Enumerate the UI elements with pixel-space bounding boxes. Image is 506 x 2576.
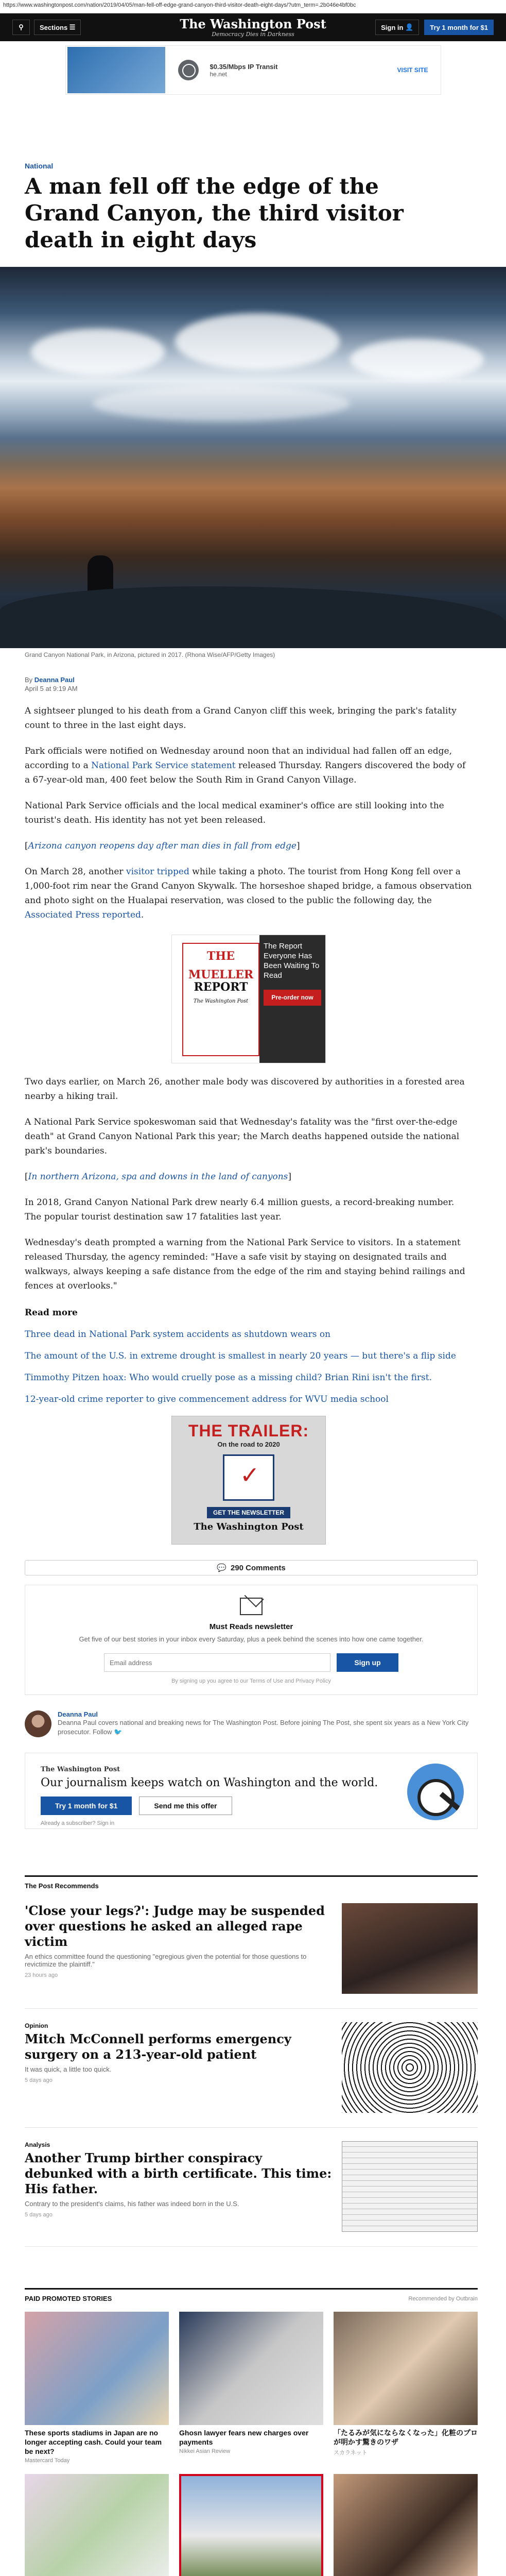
promoted-title: Ghosn lawyer fears new charges over payments	[179, 2429, 309, 2446]
author-link[interactable]: Deanna Paul	[34, 676, 75, 684]
recommend-item[interactable]	[25, 2022, 478, 2128]
promoted-card[interactable]	[334, 2474, 478, 2576]
promoted-title: 「たるみが気にならなくなった」化粧のプロが明かす驚きのワザ	[334, 2429, 478, 2446]
trailer-publisher: The Washington Post	[194, 1521, 304, 1532]
recommend-title[interactable]: Another Trump birther conspiracy debunked with a birth certificate. This time: His father.	[25, 2150, 332, 2196]
recommend-label: Analysis	[25, 2141, 50, 2148]
byline-prefix: By	[25, 676, 33, 684]
trailer-newsletter-ad[interactable]	[171, 1416, 326, 1545]
trailer-subtitle: On the road to 2020	[217, 1440, 280, 1448]
publish-date: April 5 at 9:19 AM	[25, 685, 78, 692]
site-logo[interactable]	[180, 18, 326, 38]
promoted-grid	[25, 2312, 478, 2576]
sign-up-button[interactable]: Sign up	[337, 1653, 398, 1672]
preorder-button[interactable]: Pre-order now	[264, 990, 321, 1006]
list-item	[25, 1394, 473, 1404]
promoted-card[interactable]	[25, 2474, 169, 2576]
subscribe-button[interactable]: Try 1 month for $1	[424, 20, 494, 35]
promoted-title: These sports stadiums in Japan are no longer accepting cash. Could your team be next?	[25, 2429, 162, 2455]
newsletter-description: Get five of our best stories in your inbox every Saturday, plus a peek behind the scenes into how one came together.	[79, 1635, 424, 1643]
globe-icon	[178, 60, 199, 80]
envelope-icon	[240, 1598, 263, 1615]
ballot-box-icon	[223, 1454, 274, 1501]
article-headline: A man fell off the edge of the Grand Canyon, the third visitor death in eight days	[25, 174, 404, 252]
article-body	[25, 676, 473, 1545]
foreground-rock	[0, 586, 506, 648]
recommend-title[interactable]: 'Close your legs?': Judge may be suspended over questions he asked an alleged rape victim	[25, 1903, 325, 1949]
promoted-source: Mastercard Today	[25, 2458, 70, 2464]
recommend-time: 5 days ago	[25, 2212, 53, 2218]
recommend-thumbnail[interactable]	[342, 1903, 478, 1994]
nav-actions	[375, 20, 494, 35]
ad-line-1: $0.35/Mbps IP Transit	[210, 62, 278, 71]
subscribe-message: Our journalism keeps watch on Washington and the world.	[41, 1776, 378, 1789]
text: On March 28, another	[25, 867, 126, 877]
author-name-link[interactable]: Deanna Paul	[58, 1710, 98, 1718]
promoted-source: スカラネット	[334, 2450, 368, 2456]
ad-promo-copy: The Report Everyone Has Been Waiting To Read	[264, 942, 320, 980]
paragraph	[25, 865, 473, 922]
already-subscriber-link[interactable]: Already a subscriber? Sign in	[41, 1820, 115, 1826]
book-title-2: MUELLER	[188, 968, 254, 981]
ad-copy	[210, 63, 397, 78]
paragraph: National Park Service officials and the local medical examiner's office are still looking into the tourist's death. His identity has not yet been released.	[25, 801, 444, 825]
paragraph: A sightseer plunged to his death from a Grand Canyon cliff this week, bringing the park's fatality count to three in the last eight days.	[25, 706, 457, 731]
promoted-image	[334, 2474, 478, 2576]
recommend-time: 23 hours ago	[25, 1972, 58, 1978]
recommend-time: 5 days ago	[25, 2077, 53, 2083]
comment-bubble-icon: 💬	[217, 1564, 226, 1572]
paragraph: Wednesday's death prompted a warning from the National Park Service to visitors. In a statement released Thursday, the agency reminded: "Have a safe visit by staying on designated trails and walkways, always keeping a safe distance from the edge of the rim and staying behind railings and fences at overlooks."	[25, 1238, 465, 1291]
paragraph: In 2018, Grand Canyon National Park drew nearly 6.4 million guests, a record-breaking number. The popular tourist destination saw 17 fatalities last year.	[25, 1197, 455, 1222]
tagline: Democracy Dies in Darkness	[212, 30, 294, 38]
send-offer-button[interactable]: Send me this offer	[139, 1797, 232, 1815]
book-title-3: REPORT	[194, 980, 248, 994]
read-more-link[interactable]: Timmothy Pitzen hoax: Who would cruelly pose as a missing child? Brian Rini isn't the first.	[25, 1372, 432, 1383]
top-navigation	[0, 13, 506, 41]
recommend-title[interactable]: Mitch McConnell performs emergency surgery on a 213-year-old patient	[25, 2031, 291, 2062]
search-icon[interactable]: ⚲	[12, 20, 30, 35]
read-more-list	[25, 1329, 473, 1404]
recommend-item[interactable]	[25, 2141, 478, 2247]
recommend-thumbnail[interactable]	[342, 2141, 478, 2232]
recommend-item[interactable]	[25, 1903, 478, 2009]
list-item	[25, 1372, 473, 1383]
magnifier-illustration	[407, 1764, 464, 1820]
recommend-text	[25, 2141, 334, 2232]
text: Park officials were notified on Wednesday around noon that an individual had fallen off an edge, according to a	[25, 746, 452, 771]
promoted-image	[179, 2474, 323, 2576]
trailer-title: THE TRAILER:	[188, 1421, 309, 1440]
promoted-card[interactable]	[179, 2312, 323, 2464]
related-link-paragraph: [Arizona canyon reopens day after man dies in fall from edge]	[25, 841, 300, 851]
read-more-link[interactable]: 12-year-old crime reporter to give commencement address for WVU media school	[25, 1394, 389, 1404]
mueller-report-ad[interactable]	[171, 935, 326, 1063]
promoted-image	[25, 2474, 169, 2576]
list-item	[25, 1329, 473, 1340]
promoted-card[interactable]	[25, 2312, 169, 2464]
author-bio	[25, 1710, 478, 1737]
follow-link[interactable]: Follow	[92, 1728, 112, 1736]
book-cover	[182, 943, 259, 1056]
recommend-blurb: It was quick, a little too quick.	[25, 2065, 112, 2073]
related-inline-link[interactable]: In northern Arizona, spa and downs in the land of canyons	[28, 1172, 288, 1182]
byline	[25, 676, 473, 692]
recommend-text	[25, 1903, 334, 1994]
recommends-heading: The Post Recommends	[25, 1875, 478, 1890]
subscribe-brand: The Washington Post	[41, 1766, 120, 1773]
ad-visit-link[interactable]: VISIT SITE	[397, 66, 428, 74]
promoted-card[interactable]	[179, 2474, 323, 2576]
newsletter-title: Must Reads newsletter	[209, 1622, 293, 1631]
comments-button[interactable]	[25, 1560, 478, 1575]
read-more-heading: Read more	[25, 1308, 78, 1318]
twitter-icon[interactable]: 🐦	[114, 1728, 123, 1736]
logo-text: The Washington Post	[180, 16, 326, 31]
get-newsletter-button[interactable]: GET THE NEWSLETTER	[207, 1507, 290, 1518]
recommend-label: Opinion	[25, 2022, 48, 2029]
try-offer-button[interactable]: Try 1 month for $1	[41, 1797, 132, 1815]
section-kicker[interactable]: National	[25, 162, 54, 170]
paragraph: Two days earlier, on March 26, another male body was discovered by authorities in a forested area nearby a hiking trail.	[25, 1077, 465, 1101]
promoted-header	[25, 2288, 478, 2302]
promoted-image	[179, 2312, 323, 2425]
avatar[interactable]	[25, 1710, 51, 1737]
photo-caption: Grand Canyon National Park, in Arizona, pictured in 2017. (Rhona Wise/AFP/Getty Images)	[25, 651, 275, 658]
top-banner-ad[interactable]	[65, 45, 441, 95]
related-link-paragraph: [In northern Arizona, spa and downs in the land of canyons]	[25, 1172, 292, 1182]
email-field[interactable]	[104, 1653, 330, 1672]
sign-in-button[interactable]: Sign in 👤	[375, 20, 419, 35]
ad-line-2: he.net	[210, 70, 227, 78]
newsletter-form	[25, 1653, 477, 1672]
list-item	[25, 1351, 473, 1361]
read-more-link[interactable]: The amount of the U.S. in extreme drought is smallest in nearly 20 years — but there's a flip side	[25, 1351, 456, 1361]
newsletter-signup	[25, 1585, 478, 1695]
author-bio-copy	[58, 1718, 478, 1737]
recommend-text	[25, 2022, 334, 2113]
comments-count: 290 Comments	[230, 1563, 286, 1572]
post-recommends	[25, 1875, 478, 2247]
address-bar[interactable]: https://www.washingtonpost.com/nation/2019/04/05/man-fell-off-edge-grand-canyon-third-visitor-death-eight-days/?utm_term=.2b046e4bf0bc	[0, 0, 506, 13]
recommend-blurb: An ethics committee found the questioning "egregious given the potential for those questions to revictimize the plaintiff."	[25, 1953, 307, 1968]
visitor-tripped-link[interactable]: visitor tripped	[126, 867, 189, 877]
outbrain-credit[interactable]: Recommended by Outbrain	[408, 2295, 478, 2302]
sign-in-label: Sign in	[381, 23, 404, 31]
book-title-1: THE	[207, 950, 235, 963]
recommend-blurb: Contrary to the president's claims, his father was indeed born in the U.S.	[25, 2200, 239, 2208]
promoted-image	[334, 2312, 478, 2425]
read-more-link[interactable]: Three dead in National Park system accidents as shutdown wears on	[25, 1329, 331, 1340]
author-bio-text	[58, 1710, 478, 1737]
sections-label: Sections	[40, 23, 68, 31]
sections-button[interactable]: Sections ☰	[34, 20, 81, 35]
promoted-image	[25, 2312, 169, 2425]
paragraph	[25, 744, 473, 787]
promoted-heading: PAID PROMOTED STORIES	[25, 2295, 112, 2302]
paragraph: A National Park Service spokeswoman said that Wednesday's fatality was the "first over-the-edge death" at Grand Canyon National Park this year; the March deaths happened outside the national park's boundaries.	[25, 1117, 460, 1156]
promoted-source: Nikkei Asian Review	[179, 2448, 231, 2454]
nps-statement-link[interactable]: National Park Service statement	[91, 760, 236, 771]
subscribe-actions	[41, 1797, 462, 1815]
subscribe-promo	[25, 1753, 478, 1829]
hero-photo	[0, 267, 506, 648]
text: released Thursday. Rangers discovered the body of a 67-year-old man, 400 feet below the South Rim in Grand Canyon Village.	[25, 760, 466, 785]
related-inline-link[interactable]: Arizona canyon reopens day after man dies in fall from edge	[28, 841, 296, 851]
ad-image	[67, 47, 165, 93]
paid-promoted-stories	[25, 2288, 478, 2576]
book-publisher: The Washington Post	[193, 998, 249, 1004]
promoted-card[interactable]	[334, 2312, 478, 2464]
text: .	[141, 910, 144, 920]
ap-reported-link[interactable]: Associated Press reported	[25, 910, 141, 920]
newsletter-terms: By signing up you agree to our Terms of Use and Privacy Policy	[171, 1678, 331, 1684]
bio-text: Deanna Paul covers national and breaking news for The Washington Post. Before joining The Post, she spent six years as a New York City prosecutor.	[58, 1719, 469, 1736]
recommend-thumbnail[interactable]	[342, 2022, 478, 2113]
ad-promo-panel	[259, 935, 325, 1063]
text: while taking a photo. The tourist from Hong Kong fell over a 1,000-foot rim near the Grand Canyon Skywalk. The horseshoe shaped bridge, a famous observation and photo sight on the Hualapai reservation, was closed to the public the following day, the	[25, 867, 472, 906]
